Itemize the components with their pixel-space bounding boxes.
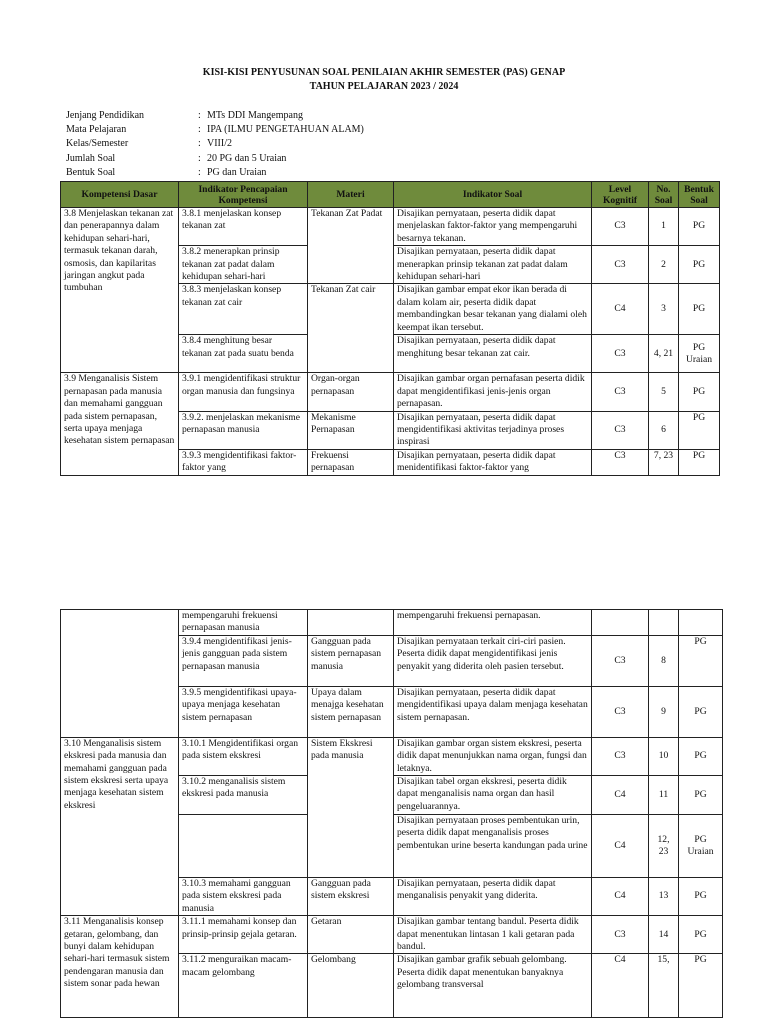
table-row — [61, 610, 723, 636]
bentuk-cell: PG — [679, 635, 723, 686]
meta-colon: : — [198, 166, 201, 178]
header-no-soal: No. Soal — [649, 182, 679, 208]
level-cell: C3 — [592, 246, 649, 284]
no-cell: 1 — [649, 208, 679, 246]
materi-cell: Tekanan Zat cair — [308, 284, 394, 373]
kd-cell: 3.8 Menjelaskan tekanan zat dan penerapannya dalam kehidupan sehari-hari, termasuk tekanan darah, osmosis, dan kapilaritas jaringan angkut pada tumbuhan — [61, 208, 179, 373]
bentuk-cell: PG Uraian — [679, 815, 723, 878]
no-cell-empty — [649, 610, 679, 636]
document-title: KISI-KISI PENYUSUNAN SOAL PENILAIAN AKHIR SEMESTER (PAS) GENAP — [202, 67, 566, 78]
no-cell: 5 — [649, 373, 679, 411]
ipk-cell: mempengaruhi frekuensi pernapasan manusia — [179, 610, 308, 636]
indikator-cell: Disajikan pernyataan terkait ciri-ciri pasien. Peserta didik dapat mengidentifikasi jenis penyakit yang diderita oleh pasien tersebut. — [394, 635, 592, 686]
meta-label: Kelas/Semester — [66, 138, 129, 150]
kd-cell: 3.10 Menganalisis sistem ekskresi pada manusia dan memahami gangguan pada sistem ekskresi serta upaya menjaga kesehatan sistem ekskresi — [61, 737, 179, 915]
ipk-cell: 3.11.1 memahami konsep dan prinsip-prinsip gejala getaran. — [179, 916, 308, 954]
level-cell: C3 — [592, 373, 649, 411]
level-cell: C3 — [592, 737, 649, 775]
bentuk-cell: PG Uraian — [679, 335, 720, 373]
no-cell: 2 — [649, 246, 679, 284]
level-cell: C3 — [592, 449, 649, 475]
header-kompetensi-dasar: Kompetensi Dasar — [61, 182, 179, 208]
header-indikator-soal: Indikator Soal — [394, 182, 592, 208]
indikator-cell: Disajikan pernyataan, peserta didik dapat menghitung besar tekanan zat cair. — [394, 335, 592, 373]
header-indikator-pencapaian: Indikator Pencapaian Kompetensi — [179, 182, 308, 208]
kisi-kisi-table-2 — [60, 609, 723, 1018]
table-row — [61, 916, 723, 954]
bentuk-cell: PG — [679, 954, 723, 1018]
meta-label: Bentuk Soal — [66, 166, 116, 178]
meta-row-kelas — [66, 137, 364, 151]
bentuk-cell: PG — [679, 449, 720, 475]
no-cell: 7, 23 — [649, 449, 679, 475]
document-meta — [66, 109, 364, 180]
level-cell: C3 — [592, 335, 649, 373]
materi-cell: Gelombang — [308, 954, 394, 1018]
level-cell: C4 — [592, 954, 649, 1018]
bentuk-cell: PG — [679, 878, 723, 916]
header-bentuk-soal: Bentuk Soal — [679, 182, 720, 208]
table-row — [61, 208, 720, 246]
meta-row-bentuk — [66, 166, 364, 180]
ipk-cell: 3.10.2 menganalisis sistem ekskresi pada manusia — [179, 776, 308, 815]
ipk-cell: 3.11.2 menguraikan macam-macam gelombang — [179, 954, 308, 1018]
ipk-cell: 3.10.3 memahami gangguan pada sistem ekskresi pada manusia — [179, 878, 308, 916]
indikator-cell: Disajikan pernyataan, peserta didik dapat menganalisis penyakit yang diderita. — [394, 878, 592, 916]
indikator-cell: Disajikan gambar grafik sebuah gelombang. Peserta didik dapat menentukan banyaknya gelombang transversal — [394, 954, 592, 1018]
level-cell: C3 — [592, 411, 649, 449]
ipk-cell: 3.8.3 menjelaskan konsep tekanan zat cair — [179, 284, 308, 335]
meta-colon: : — [198, 152, 201, 164]
no-cell: 4, 21 — [649, 335, 679, 373]
ipk-cell: 3.9.4 mengidentifikasi jenis-jenis gangguan pada sistem pernapasan manusia — [179, 635, 308, 686]
meta-label: Mata Pelajaran — [66, 124, 127, 136]
meta-row-mapel — [66, 123, 364, 137]
meta-label: Jumlah Soal — [66, 152, 116, 164]
meta-value: PG dan Uraian — [207, 166, 267, 178]
bentuk-cell: PG — [679, 284, 720, 335]
meta-colon: : — [198, 138, 201, 150]
indikator-cell: Disajikan gambar organ sistem ekskresi, peserta didik dapat menunjukkan nama organ, fungsi dan letaknya. — [394, 737, 592, 775]
meta-value: IPA (ILMU PENGETAHUAN ALAM) — [207, 124, 364, 136]
header-level-kognitif: Level Kognitif — [592, 182, 649, 208]
level-cell: C4 — [592, 776, 649, 815]
meta-value: VIII/2 — [207, 138, 232, 150]
bentuk-cell: PG — [679, 373, 720, 411]
no-cell: 13 — [649, 878, 679, 916]
table-row — [61, 373, 720, 411]
table-header-row — [61, 182, 720, 208]
ipk-cell: 3.9.1 mengidentifikasi struktur organ manusia dan fungsinya — [179, 373, 308, 411]
ipk-cell: 3.8.1 menjelaskan konsep tekanan zat — [179, 208, 308, 246]
level-cell: C3 — [592, 686, 649, 737]
meta-row-jumlah — [66, 152, 364, 166]
no-cell: 9 — [649, 686, 679, 737]
meta-value: 20 PG dan 5 Uraian — [207, 152, 287, 164]
indikator-cell: Disajikan gambar tentang bandul. Peserta didik dapat menentukan lintasan 1 kali getaran pada bandul. — [394, 916, 592, 954]
no-cell: 15, — [649, 954, 679, 1018]
indikator-cell: Disajikan pernyataan, peserta didik dapat menidentifikasi faktor-faktor yang — [394, 449, 592, 475]
indikator-cell: Disajikan gambar organ pernafasan peserta didik dapat mengidentifikasi jenis-jenis organ pernapasan. — [394, 373, 592, 411]
indikator-cell: Disajikan pernyataan, peserta didik dapat mengidentifikasi upaya dalam menjaga kesehatan sistem pernapasan. — [394, 686, 592, 737]
table-row — [61, 737, 723, 775]
ipk-cell: 3.8.4 menghitung besar tekanan zat pada suatu benda — [179, 335, 308, 373]
materi-cell: Frekuensi pernapasan — [308, 449, 394, 475]
bentuk-cell: PG — [679, 916, 723, 954]
meta-value: MTs DDI Mangempang — [207, 110, 303, 121]
meta-colon: : — [198, 110, 201, 121]
no-cell: 8 — [649, 635, 679, 686]
meta-label: Jenjang Pendidikan — [66, 110, 145, 121]
ipk-cell: 3.9.3 mengidentifikasi faktor-faktor yang — [179, 449, 308, 475]
ipk-cell: 3.9.5 mengidentifikasi upaya-upaya menjaga kesehatan sistem pernapasan — [179, 686, 308, 737]
no-cell: 11 — [649, 776, 679, 815]
ipk-cell: 3.8.2 menerapkan prinsip tekanan zat padat dalam kehidupan sehari-hari — [179, 246, 308, 284]
document-subtitle: TAHUN PELAJARAN 2023 / 2024 — [309, 81, 459, 92]
indikator-cell: Disajikan pernyataan, peserta didik dapat menjelaskan faktor-faktor yang mempengaruhi besarnya tekanan. — [394, 208, 592, 246]
bentuk-cell: PG — [679, 776, 723, 815]
bentuk-cell-empty — [679, 610, 723, 636]
level-cell: C4 — [592, 815, 649, 878]
no-cell: 6 — [649, 411, 679, 449]
level-cell: C4 — [592, 878, 649, 916]
indikator-cell: Disajikan pernyataan, peserta didik dapat menerapkan prinsip tekanan zat padat dalam kehidupan sehari-hari — [394, 246, 592, 284]
indikator-cell: Disajikan pernyataan proses pembentukan urin, peserta didik dapat menganalisis proses pembentukan urine beserta kandungan pada urine — [394, 815, 592, 878]
meta-colon: : — [198, 124, 201, 136]
indikator-cell: mempengaruhi frekuensi pernapasan. — [394, 610, 592, 636]
level-cell: C3 — [592, 916, 649, 954]
materi-cell: Sistem Ekskresi pada manusia — [308, 737, 394, 877]
indikator-cell: Disajikan pernyataan, peserta didik dapat mengidentifikasi aktivitas terjadinya proses inspirasi — [394, 411, 592, 449]
materi-cell: Gangguan pada sistem ekskresi — [308, 878, 394, 916]
materi-cell-empty — [308, 610, 394, 636]
ipk-cell: 3.9.2. menjelaskan mekanisme pernapasan manusia — [179, 411, 308, 449]
bentuk-cell: PG — [679, 208, 720, 246]
no-cell: 10 — [649, 737, 679, 775]
indikator-cell: Disajikan gambar empat ekor ikan berada di dalam kolam air, peserta didik dapat membandingkan besar tekanan yang dialami oleh keempat ikan tersebut. — [394, 284, 592, 335]
bentuk-cell: PG — [679, 246, 720, 284]
indikator-cell: Disajikan tabel organ ekskresi, peserta didik dapat menganalisis nama organ dan hasil pengeluarannya. — [394, 776, 592, 815]
bentuk-cell: PG — [679, 411, 720, 449]
bentuk-cell: PG — [679, 686, 723, 737]
level-cell: C3 — [592, 635, 649, 686]
level-cell-empty — [592, 610, 649, 636]
kisi-kisi-table-1 — [60, 181, 720, 476]
kd-cell: 3.11 Menganalisis konsep getaran, gelombang, dan bunyi dalam kehidupan sehari-hari termasuk sistem pendengaran manusia dan sistem sonar pada hewan — [61, 916, 179, 1018]
level-cell: C4 — [592, 284, 649, 335]
materi-cell: Tekanan Zat Padat — [308, 208, 394, 284]
bentuk-cell: PG — [679, 737, 723, 775]
materi-cell: Mekanisme Pernapasan — [308, 411, 394, 449]
level-cell: C3 — [592, 208, 649, 246]
no-cell: 3 — [649, 284, 679, 335]
materi-cell: Organ-organ pernapasan — [308, 373, 394, 411]
meta-row-jenjang — [66, 109, 364, 123]
materi-cell: Gangguan pada sistem pernapasan manusia — [308, 635, 394, 686]
ipk-cell: 3.10.1 Mengidentifikasi organ pada sistem ekskresi — [179, 737, 308, 775]
no-cell: 12, 23 — [649, 815, 679, 878]
kd-cell-empty — [61, 610, 179, 738]
header-materi: Materi — [308, 182, 394, 208]
ipk-cell-empty — [179, 815, 308, 878]
materi-cell: Getaran — [308, 916, 394, 954]
kd-cell: 3.9 Menganalisis Sistem pernapasan pada manusia dan memahami gangguan pada sistem pernapasan, serta upaya menjaga kesehatan sistem pernapasan — [61, 373, 179, 475]
materi-cell: Upaya dalam menajga kesehatan sistem pernapasan — [308, 686, 394, 737]
no-cell: 14 — [649, 916, 679, 954]
